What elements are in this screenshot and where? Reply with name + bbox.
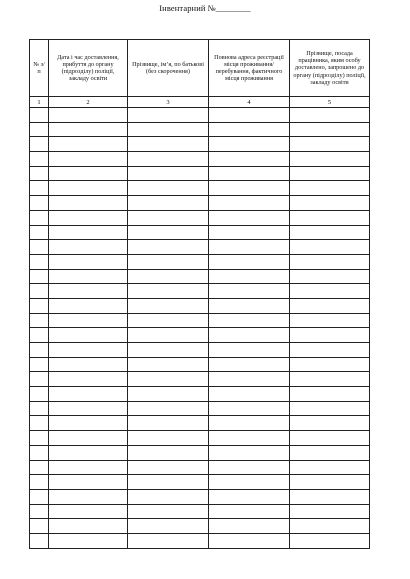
table-cell bbox=[209, 475, 290, 490]
table-cell bbox=[290, 166, 370, 181]
header-address: Повнова адреса реєстрації місця проживання/перебування, фактичного місця проживання bbox=[209, 40, 290, 97]
register-table bbox=[29, 39, 370, 549]
table-cell bbox=[209, 343, 290, 358]
table-cell bbox=[128, 533, 209, 548]
table-cell bbox=[128, 431, 209, 446]
table-cell bbox=[290, 357, 370, 372]
table-cell bbox=[128, 240, 209, 255]
table-cell bbox=[30, 122, 49, 137]
table-cell bbox=[49, 401, 128, 416]
table-row bbox=[30, 328, 370, 343]
table-cell bbox=[49, 122, 128, 137]
table-cell bbox=[30, 152, 49, 167]
table-cell bbox=[128, 152, 209, 167]
table-cell bbox=[290, 475, 370, 490]
table-cell bbox=[30, 313, 49, 328]
table-cell bbox=[30, 533, 49, 548]
table-cell bbox=[128, 269, 209, 284]
table-cell bbox=[128, 254, 209, 269]
table-cell bbox=[49, 166, 128, 181]
table-cell bbox=[209, 328, 290, 343]
table-cell bbox=[128, 284, 209, 299]
table-cell bbox=[30, 519, 49, 534]
table-cell bbox=[128, 328, 209, 343]
table-row bbox=[30, 489, 370, 504]
table-cell bbox=[290, 254, 370, 269]
table-cell bbox=[30, 445, 49, 460]
table-row bbox=[30, 181, 370, 196]
table-row bbox=[30, 269, 370, 284]
table-row bbox=[30, 431, 370, 446]
table-cell bbox=[290, 313, 370, 328]
table-cell bbox=[49, 372, 128, 387]
table-cell bbox=[30, 416, 49, 431]
table-cell bbox=[49, 445, 128, 460]
table-cell bbox=[290, 519, 370, 534]
table-cell bbox=[209, 357, 290, 372]
table-cell bbox=[49, 431, 128, 446]
table-cell bbox=[290, 196, 370, 211]
column-number: 5 bbox=[290, 97, 370, 108]
table-row bbox=[30, 504, 370, 519]
header-officer: Прізвище, посада працівника, яким особу доставлено, запрошено до органу (підрозділу) поліції, закладу освіти bbox=[290, 40, 370, 97]
table-cell bbox=[128, 225, 209, 240]
table-cell bbox=[49, 357, 128, 372]
register-body bbox=[30, 97, 370, 549]
table-cell bbox=[209, 489, 290, 504]
table-cell bbox=[209, 254, 290, 269]
table-cell bbox=[209, 298, 290, 313]
table-cell bbox=[30, 460, 49, 475]
table-cell bbox=[30, 137, 49, 152]
table-cell bbox=[209, 460, 290, 475]
table-row bbox=[30, 313, 370, 328]
table-cell bbox=[290, 298, 370, 313]
table-cell bbox=[290, 372, 370, 387]
table-cell bbox=[290, 284, 370, 299]
table-cell bbox=[49, 475, 128, 490]
table-cell bbox=[30, 210, 49, 225]
table-cell bbox=[128, 108, 209, 123]
inventory-number-title: Інвентарний №________ bbox=[159, 3, 251, 13]
table-cell bbox=[49, 181, 128, 196]
table-cell bbox=[209, 122, 290, 137]
table-cell bbox=[49, 328, 128, 343]
table-cell bbox=[209, 284, 290, 299]
table-cell bbox=[30, 401, 49, 416]
table-cell bbox=[209, 108, 290, 123]
table-cell bbox=[49, 137, 128, 152]
table-cell bbox=[209, 210, 290, 225]
table-cell bbox=[49, 489, 128, 504]
table-cell bbox=[290, 504, 370, 519]
table-cell bbox=[30, 431, 49, 446]
table-cell bbox=[49, 254, 128, 269]
table-cell bbox=[209, 504, 290, 519]
table-cell bbox=[30, 240, 49, 255]
table-cell bbox=[30, 387, 49, 402]
table-cell bbox=[209, 269, 290, 284]
table-cell bbox=[290, 533, 370, 548]
table-row bbox=[30, 416, 370, 431]
column-number: 2 bbox=[49, 97, 128, 108]
table-cell bbox=[30, 357, 49, 372]
table-cell bbox=[290, 445, 370, 460]
table-cell bbox=[128, 137, 209, 152]
table-row bbox=[30, 519, 370, 534]
table-row bbox=[30, 533, 370, 548]
table-row bbox=[30, 298, 370, 313]
table-cell bbox=[128, 401, 209, 416]
table-cell bbox=[30, 269, 49, 284]
table-cell bbox=[128, 166, 209, 181]
header-full-name: Прізвище, ім’я, по батькові (без скорочення) bbox=[128, 40, 209, 97]
table-cell bbox=[49, 504, 128, 519]
table-cell bbox=[209, 181, 290, 196]
table-cell bbox=[49, 313, 128, 328]
table-cell bbox=[290, 137, 370, 152]
table-cell bbox=[30, 504, 49, 519]
table-cell bbox=[30, 298, 49, 313]
table-cell bbox=[128, 357, 209, 372]
table-cell bbox=[290, 210, 370, 225]
header-date-time: Дата і час доставлення, прибуття до органу (підрозділу) поліції, закладу освіти bbox=[49, 40, 128, 97]
table-cell bbox=[30, 372, 49, 387]
table-cell bbox=[30, 343, 49, 358]
table-cell bbox=[290, 152, 370, 167]
table-row bbox=[30, 445, 370, 460]
table-row bbox=[30, 460, 370, 475]
table-cell bbox=[49, 533, 128, 548]
table-cell bbox=[30, 181, 49, 196]
table-row bbox=[30, 166, 370, 181]
table-cell bbox=[30, 196, 49, 211]
header-number: № з/п bbox=[30, 40, 49, 97]
table-cell bbox=[128, 372, 209, 387]
table-cell bbox=[290, 240, 370, 255]
table-cell bbox=[290, 328, 370, 343]
table-cell bbox=[290, 225, 370, 240]
table-row bbox=[30, 137, 370, 152]
table-cell bbox=[49, 284, 128, 299]
table-cell bbox=[128, 504, 209, 519]
table-cell bbox=[209, 416, 290, 431]
table-cell bbox=[49, 343, 128, 358]
table-cell bbox=[128, 298, 209, 313]
table-cell bbox=[290, 181, 370, 196]
table-cell bbox=[128, 210, 209, 225]
table-cell bbox=[128, 489, 209, 504]
table-row bbox=[30, 254, 370, 269]
table-cell bbox=[49, 196, 128, 211]
table-row bbox=[30, 401, 370, 416]
table-cell bbox=[30, 489, 49, 504]
table-row bbox=[30, 475, 370, 490]
table-cell bbox=[128, 445, 209, 460]
table-cell bbox=[49, 240, 128, 255]
table-cell bbox=[49, 210, 128, 225]
table-row bbox=[30, 357, 370, 372]
table-cell bbox=[290, 431, 370, 446]
table-row bbox=[30, 152, 370, 167]
table-cell bbox=[290, 122, 370, 137]
column-number-row bbox=[30, 97, 370, 108]
table-cell bbox=[49, 108, 128, 123]
table-row bbox=[30, 372, 370, 387]
table-cell bbox=[128, 416, 209, 431]
table-cell bbox=[290, 416, 370, 431]
table-row bbox=[30, 210, 370, 225]
table-cell bbox=[128, 460, 209, 475]
table-cell bbox=[209, 240, 290, 255]
table-cell bbox=[49, 298, 128, 313]
table-cell bbox=[49, 460, 128, 475]
table-cell bbox=[30, 108, 49, 123]
table-cell bbox=[128, 343, 209, 358]
table-cell bbox=[49, 416, 128, 431]
table-cell bbox=[209, 152, 290, 167]
table-cell bbox=[49, 387, 128, 402]
table-cell bbox=[128, 181, 209, 196]
table-cell bbox=[49, 225, 128, 240]
table-cell bbox=[209, 225, 290, 240]
table-row bbox=[30, 196, 370, 211]
table-cell bbox=[209, 313, 290, 328]
table-cell bbox=[209, 519, 290, 534]
table-cell bbox=[30, 225, 49, 240]
table-cell bbox=[30, 284, 49, 299]
table-cell bbox=[209, 196, 290, 211]
table-cell bbox=[209, 166, 290, 181]
table-cell bbox=[30, 328, 49, 343]
table-row bbox=[30, 284, 370, 299]
table-cell bbox=[30, 475, 49, 490]
table-cell bbox=[49, 519, 128, 534]
table-cell bbox=[209, 137, 290, 152]
table-cell bbox=[128, 313, 209, 328]
column-number: 3 bbox=[128, 97, 209, 108]
table-cell bbox=[209, 372, 290, 387]
table-cell bbox=[209, 445, 290, 460]
table-row bbox=[30, 108, 370, 123]
table-cell bbox=[290, 343, 370, 358]
table-cell bbox=[209, 401, 290, 416]
table-cell bbox=[209, 533, 290, 548]
table-row bbox=[30, 225, 370, 240]
table-cell bbox=[290, 401, 370, 416]
table-cell bbox=[128, 475, 209, 490]
table-cell bbox=[128, 196, 209, 211]
table-row bbox=[30, 387, 370, 402]
table-row bbox=[30, 240, 370, 255]
table-row bbox=[30, 343, 370, 358]
table-cell bbox=[49, 152, 128, 167]
table-cell bbox=[128, 387, 209, 402]
table-row bbox=[30, 122, 370, 137]
table-cell bbox=[209, 431, 290, 446]
column-number: 4 bbox=[209, 97, 290, 108]
table-cell bbox=[30, 254, 49, 269]
table-cell bbox=[290, 460, 370, 475]
table-cell bbox=[290, 387, 370, 402]
header-row bbox=[30, 40, 370, 97]
table-cell bbox=[30, 166, 49, 181]
table-cell bbox=[49, 269, 128, 284]
table-cell bbox=[290, 489, 370, 504]
table-cell bbox=[209, 387, 290, 402]
column-number: 1 bbox=[30, 97, 49, 108]
table-cell bbox=[290, 269, 370, 284]
table-cell bbox=[290, 108, 370, 123]
table-cell bbox=[128, 122, 209, 137]
table-cell bbox=[128, 519, 209, 534]
